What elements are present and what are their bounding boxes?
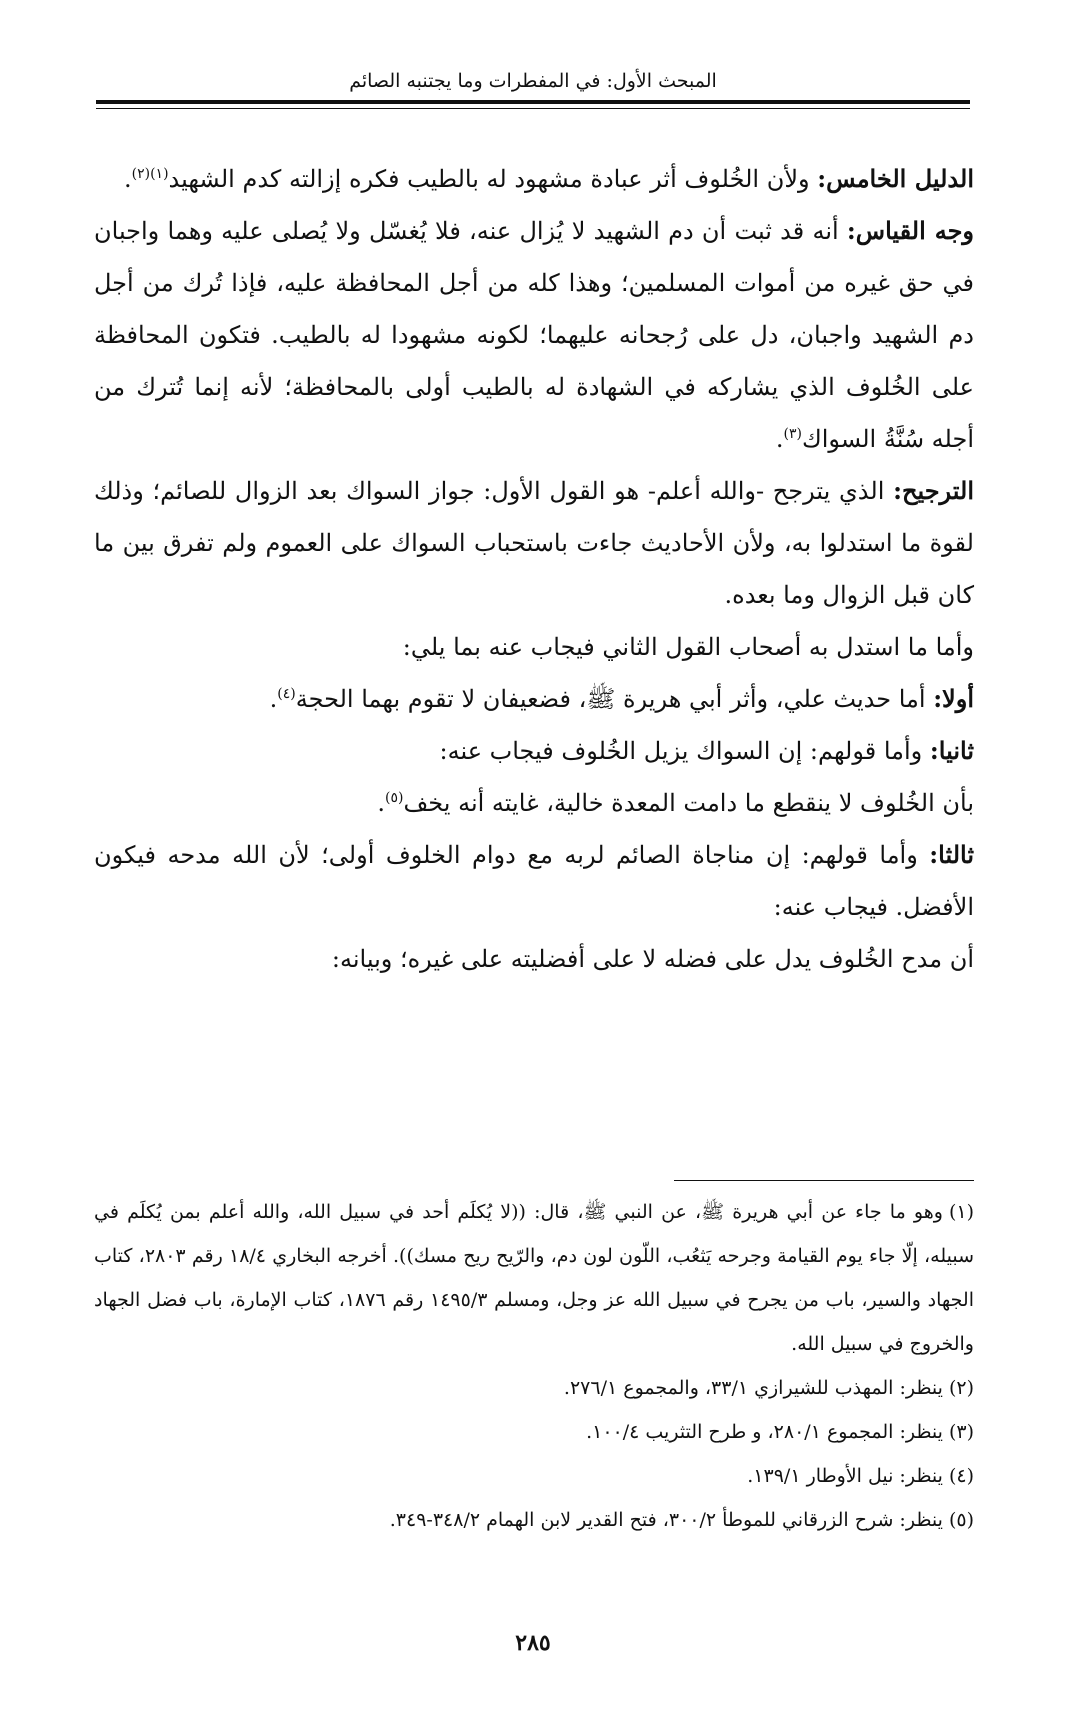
paragraph-text: وأما قولهم: إن السواك يزيل الخُلوف فيجاب عنه: <box>439 737 930 765</box>
paragraph-end: . <box>775 425 784 453</box>
paragraph-text: بأن الخُلوف لا ينقطع ما دامت المعدة خالية، غايته أنه يخف <box>403 789 974 817</box>
footnote-ref-4[interactable]: (٤) <box>277 686 296 702</box>
footnote-number: (٢) <box>948 1377 974 1399</box>
footnote-text: ينظر: المجموع ٢٨٠/١، و طرح التثريب ١٠٠/٤. <box>586 1421 943 1443</box>
paragraph-second-answer <box>94 777 974 829</box>
footnote-number: (٥) <box>948 1509 974 1531</box>
footnote-ref-1[interactable]: (١) <box>150 166 169 182</box>
footnote-text: ينظر: المهذب للشيرازي ٣٣/١، والمجموع ٢٧٦/١. <box>563 1377 943 1399</box>
paragraph-text: أما حديث علي، وأثر أبي هريرة ﷺ، فضعيفان لا تقوم بهما الحجة <box>295 685 934 713</box>
footnote-4 <box>94 1454 974 1498</box>
term-preference: الترجيح: <box>893 476 974 505</box>
footnote-separator <box>674 1180 974 1181</box>
term-second: ثانيا: <box>929 736 974 765</box>
footnote-1 <box>94 1190 974 1366</box>
footnote-number: (٣) <box>948 1421 974 1443</box>
footnote-3 <box>94 1410 974 1454</box>
paragraph-end: . <box>123 165 132 193</box>
term-analogy: وجه القياس: <box>846 216 975 245</box>
footnote-ref-5[interactable]: (٥) <box>384 790 404 806</box>
term-evidence-five: الدليل الخامس: <box>817 164 974 193</box>
paragraph-text: الذي يترجح -والله أعلم- هو القول الأول: جواز السواك بعد الزوال للصائم؛ وذلك لقوة ما استدلوا به، ولأن الأحاديث جاءت باستحباب السواك على العموم ولم تفرق بين ما كان قبل الزوال وما بعده. <box>94 477 974 609</box>
body-text <box>94 153 974 985</box>
footnote-2 <box>94 1366 974 1410</box>
paragraph-text: وأما قولهم: إن مناجاة الصائم لربه مع دوام الخلوف أولى؛ لأن الله مدحه فيكون الأفضل. فيجاب عنه: <box>94 841 974 921</box>
header-rule-thin <box>96 108 970 109</box>
footnote-text: ينظر: نيل الأوطار ١٣٩/١. <box>747 1465 943 1487</box>
header-rule-thick <box>96 100 970 104</box>
paragraph-text: ولأن الخُلوف أثر عبادة مشهود له بالطيب فكره إزالته كدم الشهيد <box>168 165 818 193</box>
paragraph-preference <box>94 465 974 621</box>
footnote-number: (٤) <box>948 1465 974 1487</box>
paragraph-response-intro: وأما ما استدل به أصحاب القول الثاني فيجاب عنه بما يلي: <box>402 633 974 661</box>
footnote-number: (١) <box>948 1201 974 1223</box>
page-number: ٢٨٥ <box>515 1630 551 1656</box>
running-header: المبحث الأول: في المفطرات وما يجتنبه الصائم <box>349 70 717 92</box>
footnote-5 <box>94 1498 974 1542</box>
term-first: أولا: <box>933 684 974 713</box>
paragraph-third-answer: أن مدح الخُلوف يدل على فضله لا على أفضليته على غيره؛ وبيانه: <box>331 945 974 973</box>
footnote-ref-2[interactable]: (٢) <box>131 166 151 182</box>
paragraph-text: أنه قد ثبت أن دم الشهيد لا يُزال عنه، فلا يُغسّل ولا يُصلى عليه وهما واجبان في حق غيره من أموات المسلمين؛ وهذا كله من أجل المحافظة عليه، فإذا تُرك من أجل دم الشهيد واجبان، دل على رُجحانه عليهما؛ لكونه مشهودا له بالطيب. فتكون المحافظة على الخُلوف الذي يشاركه في الشهادة له بالطيب أولى بالمحافظة؛ لأنه إنما تُترك من أجله سُنَّةُ السواك <box>94 217 974 453</box>
paragraph-end: . <box>377 789 385 817</box>
paragraph-analogy <box>94 205 974 465</box>
paragraph-second <box>94 725 974 777</box>
paragraph-first <box>94 673 974 725</box>
footnote-text: وهو ما جاء عن أبي هريرة ﷺ، عن النبي ﷺ، قال: ((لا يُكلَم أحد في سبيل الله، والله أعلم بمن يُكلَم في سبيله، إلّا جاء يوم القيامة وجرحه يَثعُب، اللّون لون دم، والرّيح ريح مسك)). أخرجه البخاري ١٨/٤ رقم ٢٨٠٣، كتاب الجهاد والسير، باب من يجرح في سبيل الله عز وجل، ومسلم ١٤٩٥/٣ رقم ١٨٧٦، كتاب الإمارة، باب فضل الجهاد والخروج في سبيل الله. <box>94 1201 974 1355</box>
term-third: ثالثا: <box>929 840 974 869</box>
footnote-ref-3[interactable]: (٣) <box>783 426 802 442</box>
footnote-text: ينظر: شرح الزرقاني للموطأ ٣٠٠/٢، فتح القدير لابن الهمام ٣٤٨/٢-٣٤٩. <box>389 1509 943 1531</box>
paragraph-third <box>94 829 974 933</box>
paragraph-end: . <box>269 685 278 713</box>
paragraph-evidence-five <box>94 153 974 205</box>
footnotes <box>94 1190 974 1542</box>
